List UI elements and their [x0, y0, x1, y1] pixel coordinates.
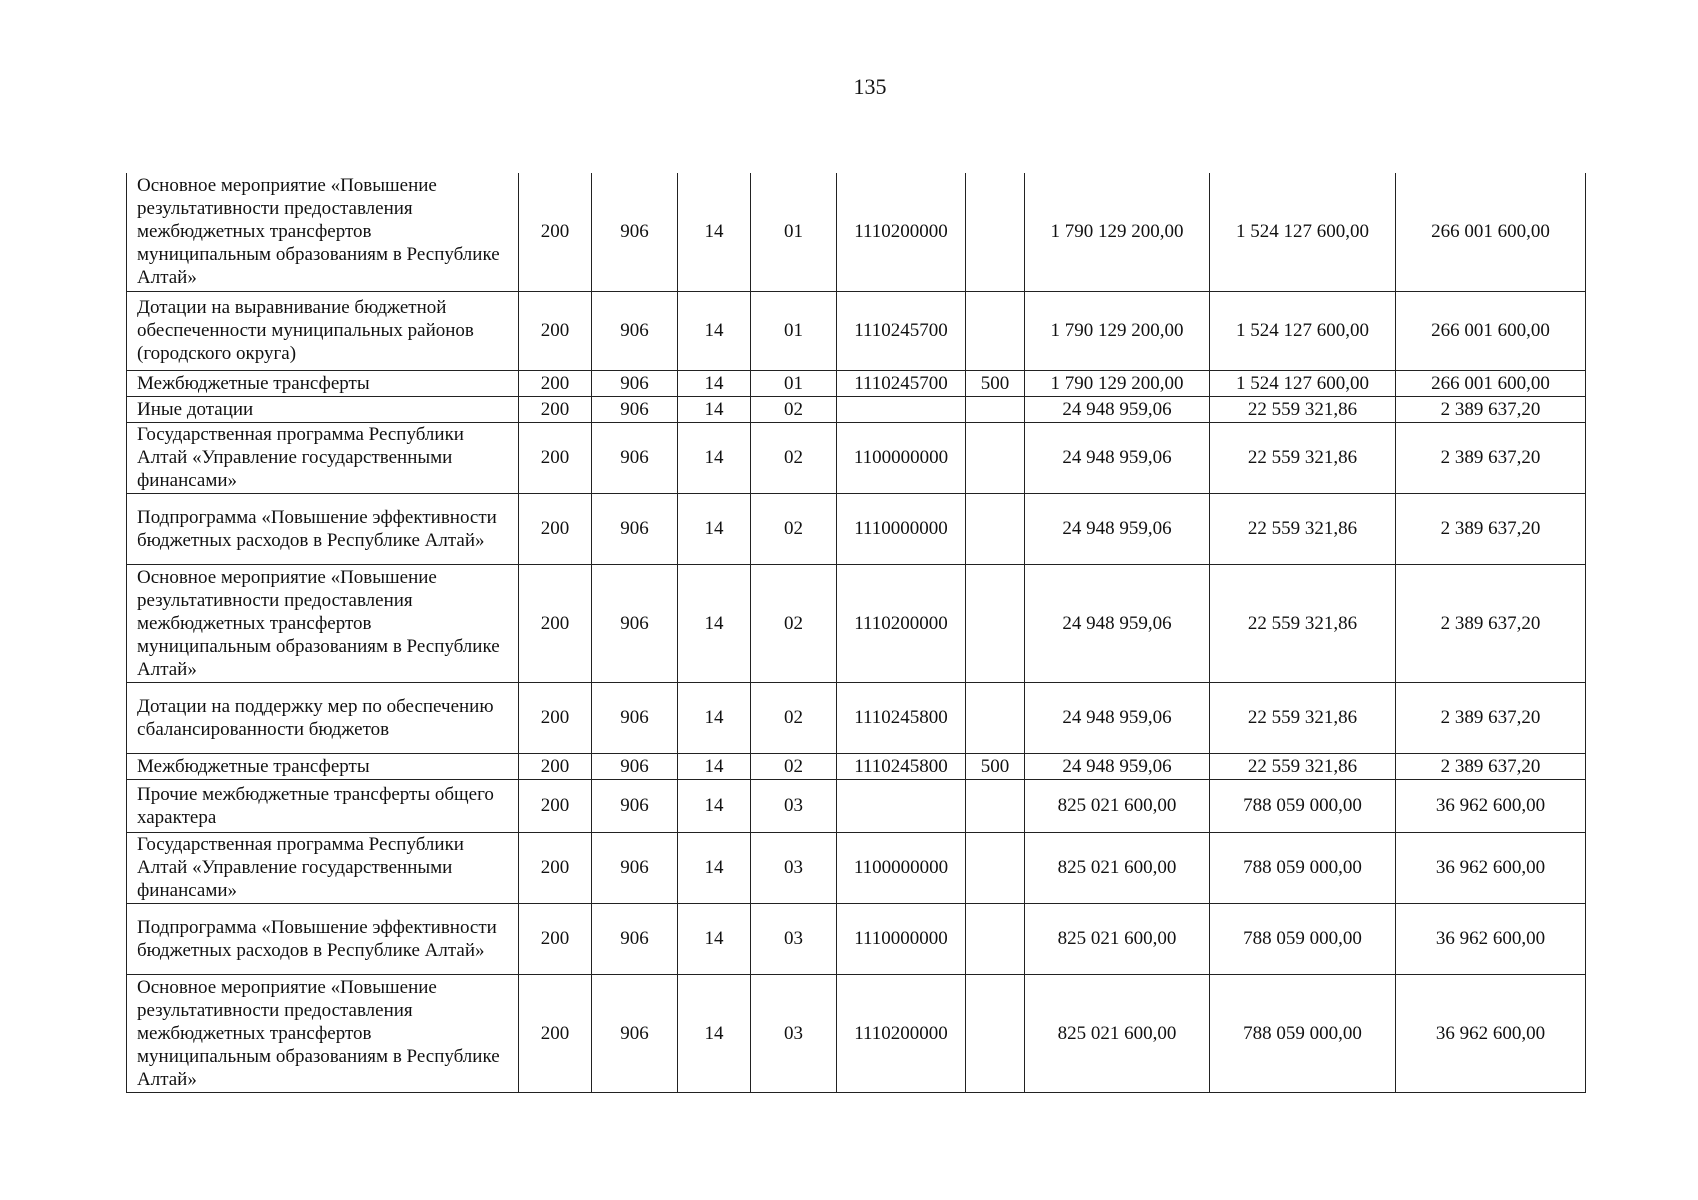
amount-col2-cell: 22 559 321,86	[1210, 682, 1396, 753]
table-row	[127, 370, 1586, 396]
target-article-cell: 1100000000	[837, 832, 966, 903]
expense-type-cell	[966, 291, 1025, 370]
expense-type-cell	[966, 396, 1025, 422]
amount-col3-cell: 36 962 600,00	[1396, 974, 1586, 1092]
page-number: 135	[853, 74, 887, 99]
amount-col3-cell: 266 001 600,00	[1396, 291, 1586, 370]
amount-col2-cell: 788 059 000,00	[1210, 974, 1396, 1092]
expense-type-cell	[966, 173, 1025, 291]
item-name-cell: Дотации на выравнивание бюджетной обеспеченности муниципальных районов (городского округа)	[127, 291, 519, 370]
total-amount-cell: 24 948 959,06	[1025, 422, 1210, 493]
table-row	[127, 779, 1586, 832]
code-200-cell: 200	[519, 832, 592, 903]
amount-col2-cell: 1 524 127 600,00	[1210, 370, 1396, 396]
table-row	[127, 422, 1586, 493]
amount-col2-cell: 22 559 321,86	[1210, 753, 1396, 779]
subsection-code-cell: 03	[751, 832, 837, 903]
ministry-code-cell: 906	[592, 564, 678, 682]
section-code-cell: 14	[678, 173, 751, 291]
amount-col2-cell: 1 524 127 600,00	[1210, 291, 1396, 370]
table-row	[127, 173, 1586, 291]
total-amount-cell: 1 790 129 200,00	[1025, 291, 1210, 370]
ministry-code-cell: 906	[592, 832, 678, 903]
total-amount-cell: 1 790 129 200,00	[1025, 173, 1210, 291]
target-article-cell	[837, 396, 966, 422]
expense-type-cell	[966, 493, 1025, 564]
amount-col3-cell: 36 962 600,00	[1396, 779, 1586, 832]
subsection-code-cell: 02	[751, 396, 837, 422]
amount-col2-cell: 22 559 321,86	[1210, 493, 1396, 564]
item-name-cell: Иные дотации	[127, 396, 519, 422]
section-code-cell: 14	[678, 903, 751, 974]
amount-col3-cell: 2 389 637,20	[1396, 422, 1586, 493]
amount-col3-cell: 266 001 600,00	[1396, 173, 1586, 291]
code-200-cell: 200	[519, 370, 592, 396]
table-row	[127, 974, 1586, 1092]
target-article-cell: 1110245700	[837, 291, 966, 370]
section-code-cell: 14	[678, 370, 751, 396]
section-code-cell: 14	[678, 564, 751, 682]
amount-col3-cell: 266 001 600,00	[1396, 370, 1586, 396]
subsection-code-cell: 03	[751, 779, 837, 832]
ministry-code-cell: 906	[592, 370, 678, 396]
expense-type-cell	[966, 564, 1025, 682]
code-200-cell: 200	[519, 779, 592, 832]
subsection-code-cell: 03	[751, 974, 837, 1092]
item-name-cell: Государственная программа Республики Алтай «Управление государственными финансами»	[127, 832, 519, 903]
table-row	[127, 753, 1586, 779]
amount-col2-cell: 22 559 321,86	[1210, 564, 1396, 682]
expense-type-cell	[966, 682, 1025, 753]
target-article-cell	[837, 779, 966, 832]
target-article-cell: 1110200000	[837, 173, 966, 291]
section-code-cell: 14	[678, 779, 751, 832]
amount-col3-cell: 36 962 600,00	[1396, 903, 1586, 974]
item-name-cell: Межбюджетные трансферты	[127, 370, 519, 396]
subsection-code-cell: 02	[751, 564, 837, 682]
amount-col2-cell: 22 559 321,86	[1210, 422, 1396, 493]
ministry-code-cell: 906	[592, 396, 678, 422]
subsection-code-cell: 03	[751, 903, 837, 974]
ministry-code-cell: 906	[592, 753, 678, 779]
ministry-code-cell: 906	[592, 779, 678, 832]
item-name-cell: Основное мероприятие «Повышение результативности предоставления межбюджетных трансфертов муниципальным образованиям в Республике Алтай»	[127, 173, 519, 291]
amount-col3-cell: 2 389 637,20	[1396, 753, 1586, 779]
code-200-cell: 200	[519, 564, 592, 682]
amount-col3-cell: 36 962 600,00	[1396, 832, 1586, 903]
subsection-code-cell: 02	[751, 682, 837, 753]
item-name-cell: Основное мероприятие «Повышение результативности предоставления межбюджетных трансфертов муниципальным образованиям в Республике Алтай»	[127, 974, 519, 1092]
item-name-cell: Государственная программа Республики Алтай «Управление государственными финансами»	[127, 422, 519, 493]
item-name-cell: Основное мероприятие «Повышение результативности предоставления межбюджетных трансфертов муниципальным образованиям в Республике Алтай»	[127, 564, 519, 682]
amount-col3-cell: 2 389 637,20	[1396, 396, 1586, 422]
total-amount-cell: 825 021 600,00	[1025, 974, 1210, 1092]
section-code-cell: 14	[678, 493, 751, 564]
code-200-cell: 200	[519, 291, 592, 370]
target-article-cell: 1110200000	[837, 974, 966, 1092]
amount-col3-cell: 2 389 637,20	[1396, 682, 1586, 753]
subsection-code-cell: 02	[751, 753, 837, 779]
table-row	[127, 564, 1586, 682]
total-amount-cell: 24 948 959,06	[1025, 682, 1210, 753]
amount-col2-cell: 788 059 000,00	[1210, 779, 1396, 832]
section-code-cell: 14	[678, 832, 751, 903]
target-article-cell: 1110000000	[837, 493, 966, 564]
expense-type-cell	[966, 832, 1025, 903]
subsection-code-cell: 01	[751, 291, 837, 370]
amount-col3-cell: 2 389 637,20	[1396, 493, 1586, 564]
section-code-cell: 14	[678, 753, 751, 779]
code-200-cell: 200	[519, 396, 592, 422]
total-amount-cell: 825 021 600,00	[1025, 903, 1210, 974]
ministry-code-cell: 906	[592, 974, 678, 1092]
code-200-cell: 200	[519, 173, 592, 291]
table-row	[127, 493, 1586, 564]
amount-col2-cell: 788 059 000,00	[1210, 903, 1396, 974]
total-amount-cell: 24 948 959,06	[1025, 396, 1210, 422]
subsection-code-cell: 02	[751, 422, 837, 493]
budget-table	[126, 173, 1586, 1093]
ministry-code-cell: 906	[592, 682, 678, 753]
item-name-cell: Подпрограмма «Повышение эффективности бюджетных расходов в Республике Алтай»	[127, 493, 519, 564]
expense-type-cell: 500	[966, 370, 1025, 396]
total-amount-cell: 825 021 600,00	[1025, 832, 1210, 903]
code-200-cell: 200	[519, 422, 592, 493]
ministry-code-cell: 906	[592, 493, 678, 564]
item-name-cell: Межбюджетные трансферты	[127, 753, 519, 779]
expense-type-cell: 500	[966, 753, 1025, 779]
target-article-cell: 1110200000	[837, 564, 966, 682]
code-200-cell: 200	[519, 753, 592, 779]
expense-type-cell	[966, 903, 1025, 974]
ministry-code-cell: 906	[592, 903, 678, 974]
target-article-cell: 1110000000	[837, 903, 966, 974]
code-200-cell: 200	[519, 682, 592, 753]
table-row	[127, 396, 1586, 422]
expense-type-cell	[966, 974, 1025, 1092]
section-code-cell: 14	[678, 682, 751, 753]
subsection-code-cell: 02	[751, 493, 837, 564]
subsection-code-cell: 01	[751, 370, 837, 396]
target-article-cell: 1110245800	[837, 682, 966, 753]
section-code-cell: 14	[678, 422, 751, 493]
section-code-cell: 14	[678, 974, 751, 1092]
code-200-cell: 200	[519, 974, 592, 1092]
item-name-cell: Прочие межбюджетные трансферты общего характера	[127, 779, 519, 832]
ministry-code-cell: 906	[592, 291, 678, 370]
amount-col3-cell: 2 389 637,20	[1396, 564, 1586, 682]
ministry-code-cell: 906	[592, 173, 678, 291]
ministry-code-cell: 906	[592, 422, 678, 493]
total-amount-cell: 24 948 959,06	[1025, 493, 1210, 564]
target-article-cell: 1110245700	[837, 370, 966, 396]
table-row	[127, 903, 1586, 974]
expense-type-cell	[966, 422, 1025, 493]
amount-col2-cell: 22 559 321,86	[1210, 396, 1396, 422]
total-amount-cell: 24 948 959,06	[1025, 564, 1210, 682]
total-amount-cell: 24 948 959,06	[1025, 753, 1210, 779]
target-article-cell: 1110245800	[837, 753, 966, 779]
code-200-cell: 200	[519, 493, 592, 564]
subsection-code-cell: 01	[751, 173, 837, 291]
table-row	[127, 682, 1586, 753]
total-amount-cell: 1 790 129 200,00	[1025, 370, 1210, 396]
total-amount-cell: 825 021 600,00	[1025, 779, 1210, 832]
target-article-cell: 1100000000	[837, 422, 966, 493]
amount-col2-cell: 1 524 127 600,00	[1210, 173, 1396, 291]
expense-type-cell	[966, 779, 1025, 832]
item-name-cell: Дотации на поддержку мер по обеспечению сбалансированности бюджетов	[127, 682, 519, 753]
code-200-cell: 200	[519, 903, 592, 974]
table-row	[127, 291, 1586, 370]
amount-col2-cell: 788 059 000,00	[1210, 832, 1396, 903]
item-name-cell: Подпрограмма «Повышение эффективности бюджетных расходов в Республике Алтай»	[127, 903, 519, 974]
section-code-cell: 14	[678, 291, 751, 370]
table-row	[127, 832, 1586, 903]
section-code-cell: 14	[678, 396, 751, 422]
